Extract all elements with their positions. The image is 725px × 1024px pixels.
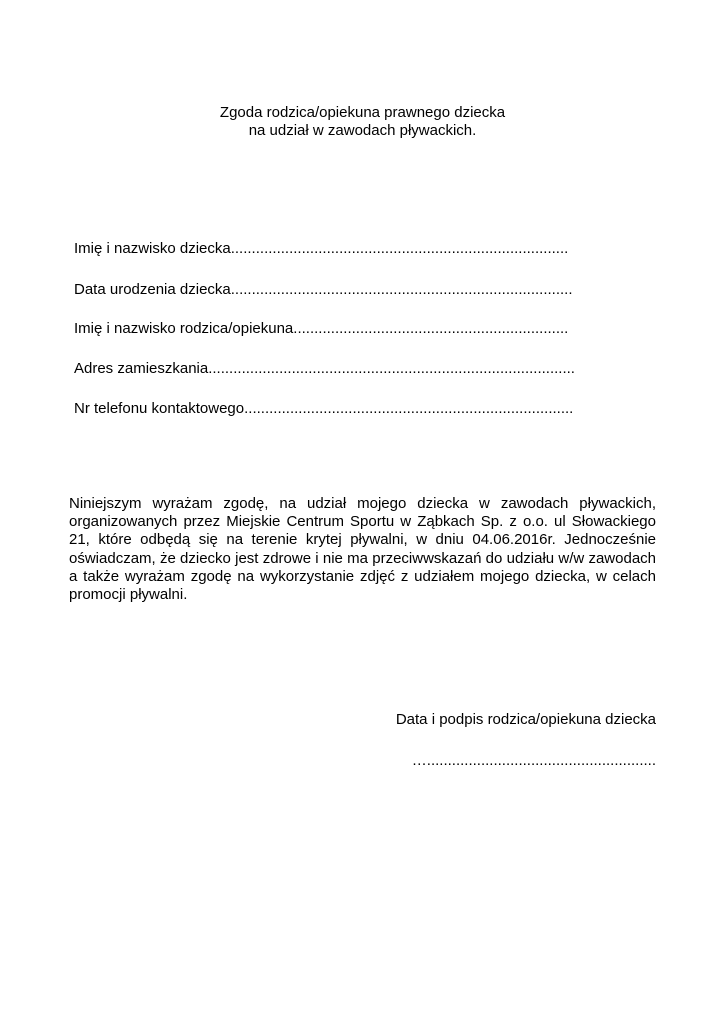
- signature-line[interactable]: ….......................................................: [411, 752, 656, 769]
- field-child-name[interactable]: Imię i nazwisko dziecka.................................................................................: [74, 240, 569, 257]
- field-address[interactable]: Adres zamieszkania........................................................................................: [74, 360, 575, 377]
- field-phone[interactable]: Nr telefonu kontaktowego...............................................................................: [74, 400, 574, 417]
- document-title: [0, 104, 725, 140]
- title-line-2: na udział w zawodach pływackich.: [248, 122, 477, 139]
- field-parent-name[interactable]: Imię i nazwisko rodzica/opiekuna..................................................................: [74, 320, 569, 337]
- consent-declaration: Niniejszym wyrażam zgodę, na udział mojego dziecka w zawodach pływackich, organizowanych przez Miejskie Centrum Sportu w Ząbkach Sp. z o.o. ul Słowackiego 21, które odbędą się na terenie krytej pływalni, w dniu 04.06.2016r. Jednocześnie oświadczam, że dziecko jest zdrowe i nie ma przeciwwskazań do udziału w/w zawodach a także wyrażam zgodę na wykorzystanie zdjęć z udziałem mojego dziecka, w celach promocji pływalni.: [69, 495, 656, 604]
- signature-label: Data i podpis rodzica/opiekuna dziecka: [395, 711, 656, 728]
- field-child-birth-date[interactable]: Data urodzenia dziecka..................................................................................: [74, 281, 573, 298]
- title-line-1: Zgoda rodzica/opiekuna prawnego dziecka: [219, 104, 506, 121]
